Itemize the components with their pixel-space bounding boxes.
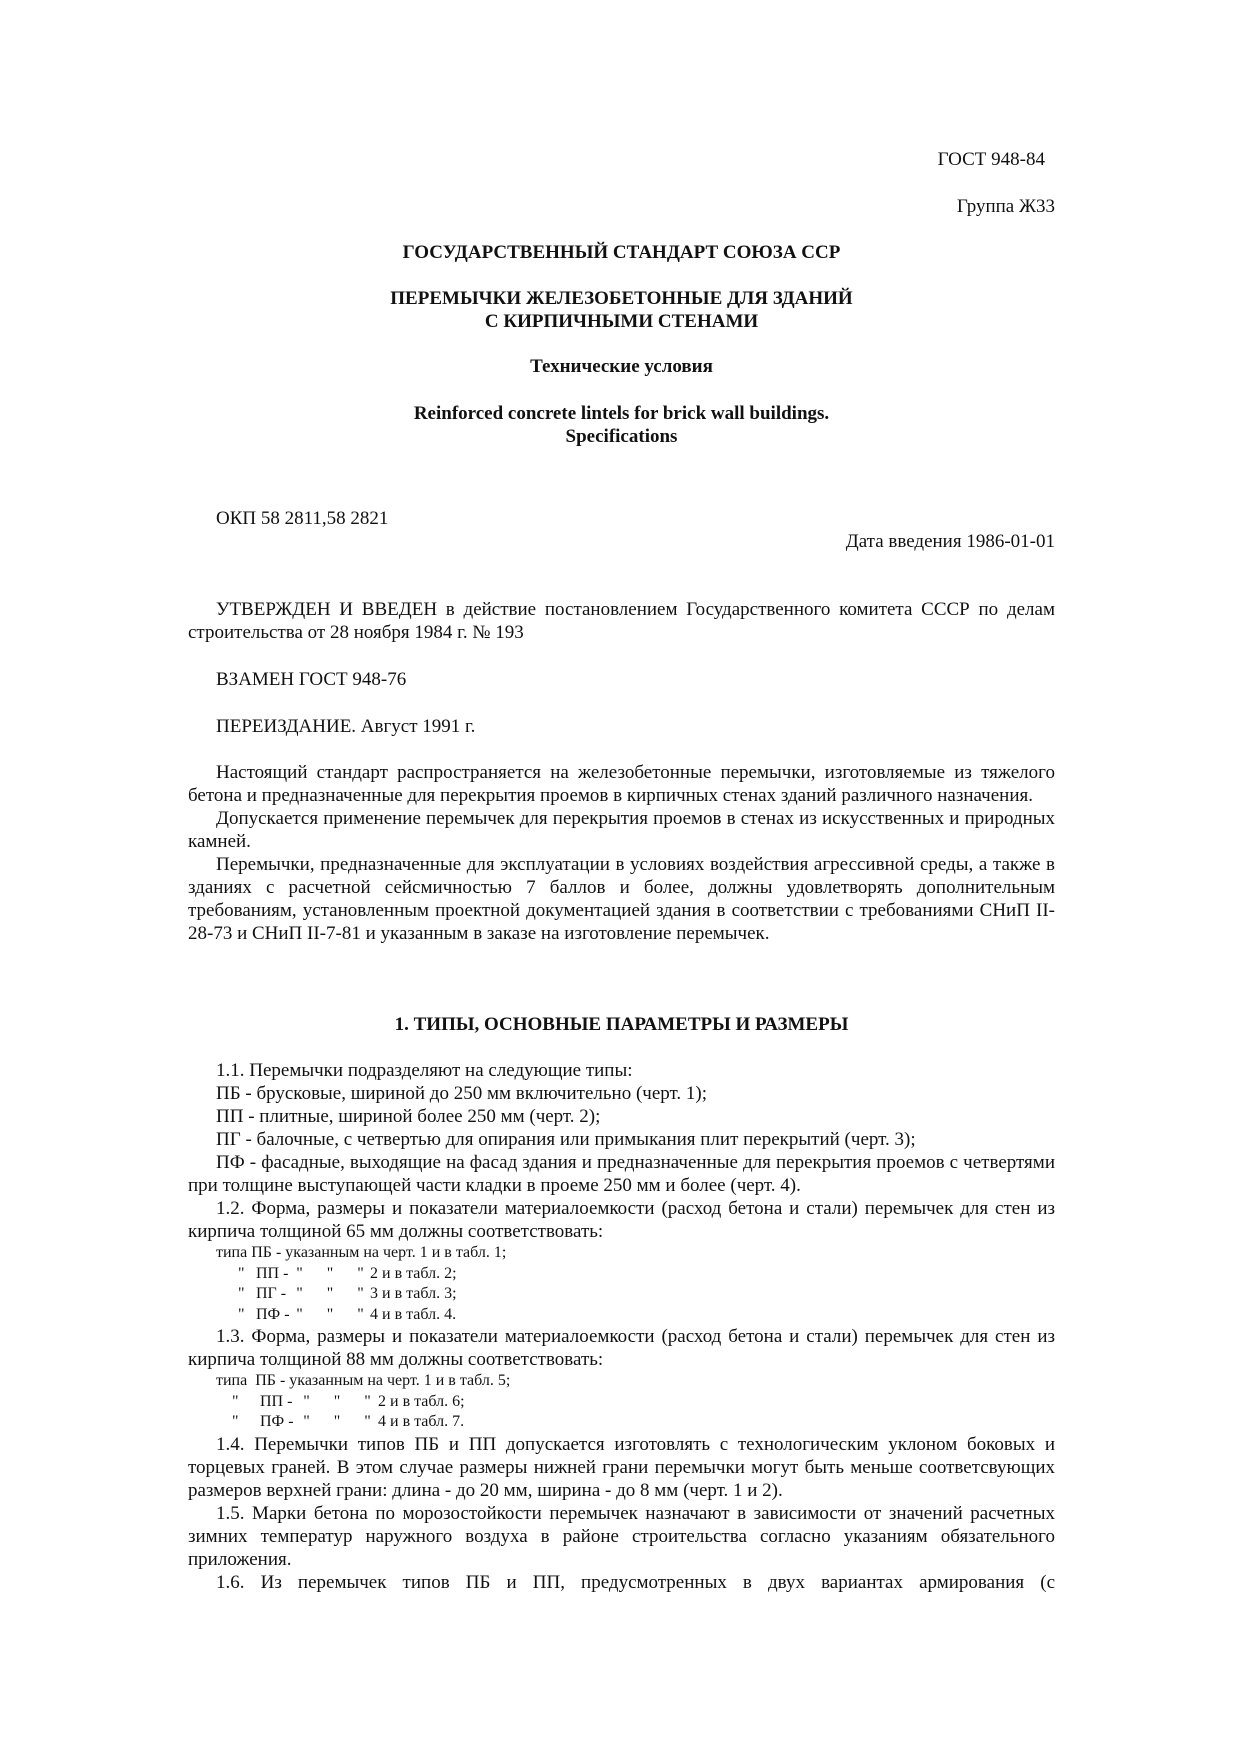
type-pb: ПБ - брусковые, шириной до 250 мм включительно (черт. 1); [216, 1083, 707, 1104]
title-line-1: ПЕРЕМЫЧКИ ЖЕЛЕЗОБЕТОННЫЕ ДЛЯ ЗДАНИЙ [390, 288, 853, 309]
list-1-2-item: " ПФ - " " " 4 и в табл. 4. [238, 1305, 457, 1323]
standard-code: ГОСТ 948-84 [937, 149, 1045, 170]
english-title-line-2: Specifications [565, 426, 678, 447]
scope-paragraph-1: Настоящий стандарт распространяется на железобетонные перемычки, изготовляемые из тяжелого бетона и предназначенные для перекрытия проемов в кирпичных стенах зданий различного назначения. [188, 762, 1055, 806]
group-code: Группа Ж33 [956, 196, 1055, 217]
list-1-2-item: " ПГ - " " " 3 и в табл. 3; [238, 1285, 457, 1302]
list-1-3-item: " ПП - " " " 2 и в табл. 6; [232, 1392, 465, 1410]
reissue-paragraph [188, 715, 1055, 738]
clause-1-4: 1.4. Перемычки типов ПБ и ПП допускается изготовлять с технологическим уклоном боковых и торцевых граней. В этом случае размеры нижней грани перемычки могут быть меньше соответсвующих размеров верхней грани: длина - до 20 мм, ширина - до 8 мм (черт. 1 и 2). [188, 1433, 1055, 1501]
issuing-body: ГОСУДАРСТВЕННЫЙ СТАНДАРТ СОЮЗА ССР [402, 242, 841, 263]
scope-paragraph-3: Перемычки, предназначенные для эксплуатации в условиях воздействия агрессивной среды, а также в зданиях с расчетной сейсмичностью 7 баллов и более, должны удовлетворять дополнительным требованиям, установленным проектной документацией здания в соответствии с требованиями СНиП II-28-73 и СНиП II-7-81 и указанным в заказе на изготовление перемычек. [188, 854, 1055, 944]
clause-1-3: 1.3. Форма, размеры и показатели материалоемкости (расход бетона и стали) перемычек для стен из кирпича толщиной 88 мм должны соответствовать: [188, 1326, 1055, 1370]
list-1-2-item: " ПП - " " " 2 и в табл. 2; [238, 1264, 457, 1282]
okp-code: ОКП 58 2811,58 2821 [216, 508, 389, 529]
type-pp: ПП - плитные, шириной более 250 мм (черт. 2); [216, 1106, 601, 1127]
english-title [188, 402, 1055, 448]
list-1-2-item: типа ПБ - указанным на черт. 1 и в табл. 1; [216, 1244, 507, 1261]
type-pg: ПГ - балочные, с четвертью для опирания или примыкания плит перекрытий (черт. 3); [216, 1129, 916, 1150]
replaces-text: ВЗАМЕН ГОСТ 948-76 [216, 669, 407, 690]
clause-1-2: 1.2. Форма, размеры и показатели материалоемкости (расход бетона и стали) перемычек для стен из кирпича толщиной 65 мм должны соответствовать: [188, 1198, 1055, 1242]
approved-text: УТВЕРЖДЕН И ВВЕДЕН в действие постановлением Государственного комитета СССР по делам строительства от 28 ноября 1984 г. № 193 [188, 599, 1055, 643]
replaces-paragraph [188, 668, 1055, 691]
effective-date: Дата введения 1986-01-01 [845, 531, 1055, 552]
document-title [188, 287, 1055, 333]
section-1-body [188, 1059, 1055, 1594]
scope-paragraph-2: Допускается применение перемычек для перекрытия проемов в стенах из искусственных и природных камней. [188, 808, 1055, 852]
section-1-heading: 1. ТИПЫ, ОСНОВНЫЕ ПАРАМЕТРЫ И РАЗМЕРЫ [394, 1014, 849, 1035]
type-pf: ПФ - фасадные, выходящие на фасад здания и предназначенные для перекрытия проемов с четвертями при толщине выступающей части кладки в проеме 250 мм и более (черт. 4). [188, 1152, 1055, 1196]
list-1-3-item: " ПФ - " " " 4 и в табл. 7. [232, 1413, 465, 1430]
approval-paragraph [188, 598, 1055, 644]
clause-1-6: 1.6. Из перемычек типов ПБ и ПП, предусмотренных в двух вариантах армирования (с [216, 1571, 1055, 1593]
scope-paragraphs [188, 761, 1055, 945]
list-1-3-item: типа ПБ - указанным на черт. 1 и в табл. 5; [216, 1372, 511, 1389]
clause-1-5: 1.5. Марки бетона по морозостойкости перемычек назначают в зависимости от значений расчетных зимних температур наружного воздуха в районе строительства согласно указаниям обязательного приложения. [188, 1502, 1055, 1570]
subtitle: Технические условия [530, 356, 713, 377]
title-line-2: С КИРПИЧНЫМИ СТЕНАМИ [484, 311, 759, 332]
reissue-text: ПЕРЕИЗДАНИЕ. Август 1991 г. [216, 716, 476, 737]
english-title-line-1: Reinforced concrete lintels for brick wall buildings. [413, 403, 830, 424]
clause-1-1: 1.1. Перемычки подразделяют на следующие типы: [216, 1060, 633, 1081]
